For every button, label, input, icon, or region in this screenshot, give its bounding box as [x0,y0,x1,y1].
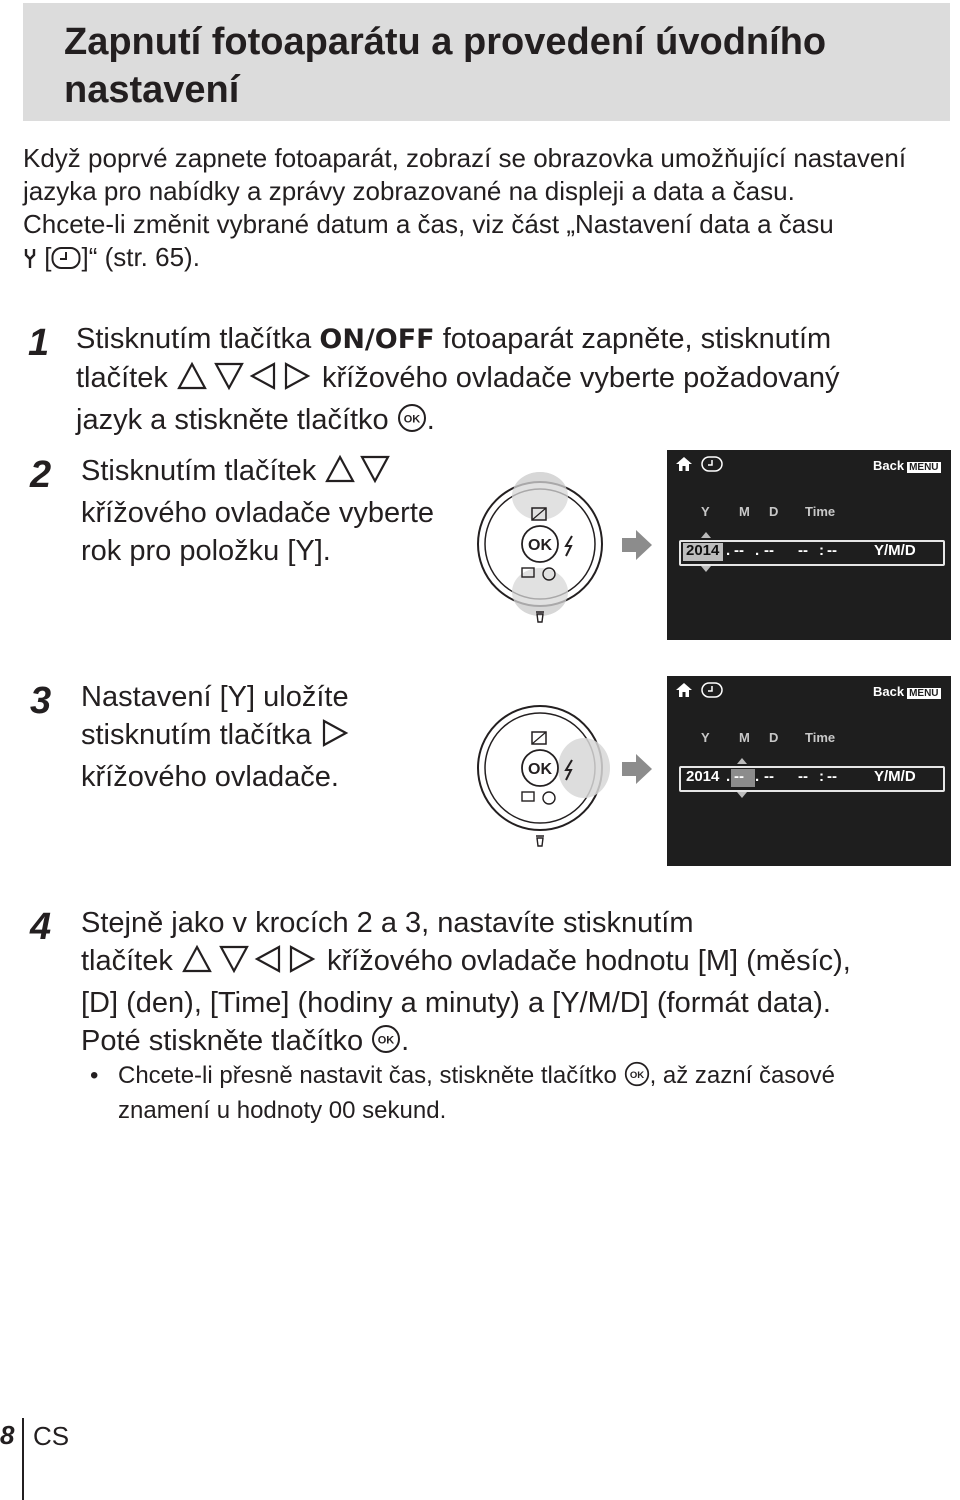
setup-wrench-icon [23,242,37,272]
arrow-up-icon [184,947,210,971]
next-arrow-icon [622,528,654,562]
ok-button-icon [371,1024,401,1064]
time-colon: : [819,542,824,559]
highlight-right [558,738,610,798]
month-value[interactable]: -- [734,542,744,559]
step-2-text-c: rok pro položku [Y]. [81,535,331,567]
intro-paragraph: Když poprvé zapnete fotoaparát, zobrazí se obrazovka umožňující nastavení jazyka pro nabídky a zprávy zobrazované na displeji a data a času. [23,143,907,206]
trash-icon [536,612,544,622]
col-day: D [769,730,779,745]
format-value[interactable]: Y/M/D [874,768,916,785]
step-1-text-b: fotoaparát zapněte, stisknutím [442,323,832,355]
day-value[interactable]: -- [764,768,774,785]
step-1-number: 1 [28,322,50,364]
page-title: Zapnutí fotoaparátu a provedení úvodního nastavení [64,21,827,111]
page-number: 8 [0,1420,15,1450]
clock-icon [701,682,723,703]
time-colon: : [819,768,824,785]
ok-button-icon-label: OK [377,1034,395,1047]
step-1-text-e: jazyk a stiskněte tlačítko [76,404,389,436]
format-value[interactable]: Y/M/D [874,542,916,559]
step-1-text [76,320,936,443]
next-arrow-icon [622,752,654,786]
bullet-text-b: , až zazní časové znamení u hodnoty 00 sekund. [118,1062,835,1124]
arrow-down-icon [216,364,242,388]
clock-icon [701,456,723,477]
step-4-text-e: Poté stiskněte tlačítko [81,1025,364,1057]
step-2-number: 2 [30,454,52,496]
back-label: Back [873,458,905,473]
arrow-up-down-icon [324,454,390,494]
ok-button-icon [397,403,427,443]
step-1-text-a: Stisknutím tlačítka [76,323,312,355]
hour-value[interactable]: -- [798,768,808,785]
step-1-text-d: křížového ovladače vyberte požadovaný [322,362,840,394]
step-4-text-b: tlačítek [81,945,173,977]
arrow-up-icon [327,457,353,481]
arrow-right-icon [291,947,313,971]
year-down-indicator [701,566,711,572]
arrow-right-icon [320,718,350,758]
lcd-screen-month [667,676,951,866]
control-dial-right [474,690,614,850]
bullet-dot: • [90,1062,99,1089]
arrow-up-icon [179,364,205,388]
back-button[interactable] [873,458,941,473]
dial-ok-label: OK [528,761,552,778]
sep-1: . [726,542,731,559]
year-value[interactable]: 2014 [686,542,720,559]
minute-value[interactable]: -- [827,768,837,785]
step-1-text-c: tlačítek [76,362,168,394]
col-year: Y [701,730,710,745]
day-value[interactable]: -- [764,542,774,559]
intro-reference-text: Chcete-li změnit vybrané datum a čas, viz část „Nastavení data a času [23,209,834,239]
minute-value[interactable]: -- [827,542,837,559]
lcd-screen-year [667,450,951,640]
ok-button-icon-label: OK [629,1069,644,1081]
clock-icon [51,242,81,272]
dial-ok-label: OK [528,537,552,554]
hour-value[interactable]: -- [798,542,808,559]
step-2-text-a: Stisknutím tlačítek [81,455,317,487]
on-off-button-label: ON/OFF [319,324,435,355]
arrow-down-icon [362,457,388,481]
step-2-text [81,452,461,570]
step-4-text-a: Stejně jako v krocích 2 a 3, nastavíte stisknutím [81,907,694,939]
step-3-text-c: křížového ovladače. [81,761,339,793]
col-year: Y [701,504,710,519]
year-value[interactable]: 2014 [686,768,720,785]
step-4-text-c: křížového ovladače hodnotu [M] (měsíc), [327,945,851,977]
back-label: Back [873,684,905,699]
step-2-text-b: křížového ovladače vyberte [81,497,435,529]
step-4-text-f: . [401,1025,410,1057]
arrow-right-icon [286,364,308,388]
intro-reference-end: ]“ (str. 65). [81,242,200,272]
col-month: M [739,504,750,519]
arrow-down-icon [221,947,247,971]
year-up-indicator [701,532,711,538]
arrow-left-icon [252,364,274,388]
footer-divider [22,1418,24,1500]
trash-icon [536,836,544,846]
month-up-indicator [737,758,747,764]
sep-1: . [726,768,731,785]
step-3-number: 3 [30,680,52,722]
col-day: D [769,504,779,519]
bullet-text-a: Chcete-li přesně nastavit čas, stiskněte tlačítko [118,1062,617,1089]
step-3-text-a: Nastavení [Y] uložíte [81,681,349,713]
month-down-indicator [737,792,747,798]
bullet-text [118,1060,908,1126]
step-4-number: 4 [30,906,52,948]
step-3-text [81,678,461,796]
month-value[interactable]: -- [734,768,744,785]
intro-bracket-open: [ [44,242,52,272]
intro [23,142,943,274]
step-4-text [81,904,941,1064]
col-time: Time [805,504,836,519]
ok-button-icon [624,1061,650,1095]
sep-2: . [755,768,760,785]
intro-reference [23,208,943,274]
sep-2: . [755,542,760,559]
step-3-text-b: stisknutím tlačítka [81,719,312,751]
arrow-keys-icon [181,944,319,984]
col-month: M [739,730,750,745]
home-icon [675,456,693,477]
col-time: Time [805,730,836,745]
ok-button-icon-label: OK [403,413,420,426]
step-1-text-f: . [426,404,435,436]
menu-key-label: MENU [909,688,939,699]
control-dial-up-down [474,466,614,626]
arrow-left-icon [257,947,279,971]
back-button[interactable] [873,684,941,699]
home-icon [675,682,693,703]
menu-key-label: MENU [909,462,939,473]
arrow-keys-icon [176,361,314,401]
step-4-text-d: [D] (den), [Time] (hodiny a minuty) a [Y/M/D] (formát data). [81,987,831,1019]
language-code: CS [33,1421,70,1451]
